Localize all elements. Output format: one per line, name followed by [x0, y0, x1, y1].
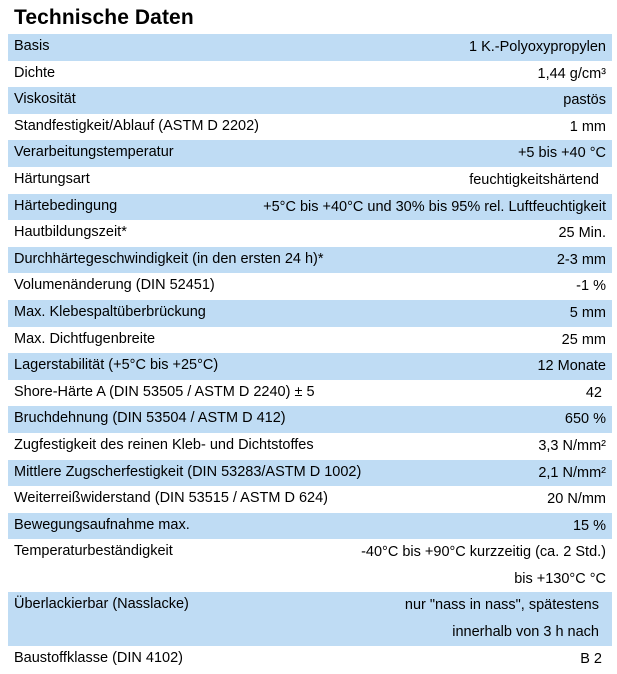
- row-label: Lagerstabilität (+5°C bis +25°C): [14, 357, 219, 374]
- row-value: 1,44 g/cm³: [537, 65, 606, 82]
- table-row-lagerstabilitaet: [8, 353, 612, 380]
- row-label: Zugfestigkeit des reinen Kleb- und Dichtstoffes: [14, 436, 314, 453]
- table-row-durchhaertegeschwindigkeit: [8, 247, 612, 274]
- row-label: Bewegungsaufnahme max.: [14, 516, 190, 533]
- row-value: 1 K.-Polyoxypropylen: [468, 39, 606, 55]
- row-value: 3,3 N/mm²: [538, 437, 606, 454]
- row-value: 20 N/mm: [547, 491, 606, 508]
- row-value-line-2: innerhalb von 3 h nach: [452, 624, 599, 641]
- row-label: Volumenänderung (DIN 52451): [14, 277, 215, 294]
- technical-data-table: [8, 34, 612, 672]
- row-value: 1 mm: [569, 118, 606, 135]
- row-value: [361, 539, 606, 592]
- row-label: Durchhärtegeschwindigkeit (in den ersten 24 h)*: [14, 250, 324, 267]
- row-label: Härtungsart: [14, 170, 90, 187]
- row-value: [405, 592, 599, 645]
- row-label: Basis: [14, 38, 50, 54]
- row-label: Standfestigkeit/Ablauf (ASTM D 2202): [14, 117, 260, 134]
- table-row-haertungsart: [8, 167, 612, 194]
- table-row-verarbeitungstemperatur: [8, 140, 612, 167]
- row-label: Temperaturbeständigkeit: [14, 543, 173, 560]
- row-value: 15 %: [572, 517, 606, 534]
- row-value: 2-3 mm: [556, 251, 606, 268]
- row-label: Überlackierbar (Nasslacke): [14, 596, 189, 613]
- row-value: 2,1 N/mm²: [538, 464, 606, 481]
- row-value: 650 %: [564, 411, 606, 428]
- row-value-line-2: bis +130°C °C: [514, 570, 606, 587]
- row-label: Baustoffklasse (DIN 4102): [14, 649, 183, 666]
- row-label: Verarbeitungstemperatur: [14, 144, 174, 161]
- table-row-volumenaenderung: [8, 273, 612, 300]
- row-label: Weiterreißwiderstand (DIN 53515 / ASTM D 624): [14, 490, 329, 507]
- row-value: pastös: [563, 92, 606, 109]
- row-label: Dichte: [14, 64, 56, 81]
- table-row-haertebedingung: [8, 194, 612, 221]
- table-row-ueberlackierbar: [8, 592, 612, 645]
- table-row-bruchdehnung: [8, 406, 612, 433]
- table-row-viskositaet: [8, 87, 612, 114]
- row-label: Shore-Härte A (DIN 53505 / ASTM D 2240) ± 5: [14, 383, 315, 400]
- table-row-bewegungsaufnahme: [8, 513, 612, 540]
- table-row-baustoffklasse: [8, 646, 612, 673]
- row-value-line-1: nur "nass in nass", spätestens: [404, 597, 599, 614]
- table-row-dichtfugenbreite: [8, 327, 612, 354]
- row-value: feuchtigkeitshärtend: [469, 171, 599, 188]
- row-value: 25 Min.: [558, 225, 606, 242]
- row-value: 25 mm: [561, 331, 606, 348]
- row-value: +5 bis +40 °C: [517, 145, 606, 162]
- row-value: B 2: [580, 650, 602, 667]
- table-row-basis: [8, 34, 612, 61]
- row-value-line-1: -40°C bis +90°C kurzzeitig (ca. 2 Std.): [361, 544, 606, 561]
- row-label: Mittlere Zugscherfestigkeit (DIN 53283/ASTM D 1002): [14, 463, 362, 480]
- row-label: Max. Klebespaltüberbrückung: [14, 303, 206, 320]
- table-row-zugfestigkeit: [8, 433, 612, 460]
- table-row-standfestigkeit: [8, 114, 612, 141]
- row-label: Max. Dichtfugenbreite: [14, 330, 156, 347]
- row-label: Bruchdehnung (DIN 53504 / ASTM D 412): [14, 410, 286, 427]
- row-value: +5°C bis +40°C und 30% bis 95% rel. Luftfeuchtigkeit: [263, 198, 606, 215]
- table-row-weiterreisswiderstand: [8, 486, 612, 513]
- row-value: 42: [585, 384, 602, 401]
- section-title: Technische Daten: [14, 6, 194, 29]
- row-label: Viskosität: [14, 91, 76, 108]
- table-row-dichte: [8, 61, 612, 88]
- table-row-hautbildungszeit: [8, 220, 612, 247]
- row-value: 12 Monate: [537, 358, 606, 375]
- table-row-temperaturbestaendigkeit: [8, 539, 612, 592]
- row-value: -1 %: [576, 278, 606, 295]
- table-row-zugscherfestigkeit: [8, 460, 612, 487]
- table-row-shore-haerte: [8, 380, 612, 407]
- table-row-klebespaltueberbrueckung: [8, 300, 612, 327]
- row-value: 5 mm: [569, 304, 606, 321]
- row-label: Hautbildungszeit*: [14, 224, 127, 241]
- row-label: Härtebedingung: [14, 197, 118, 214]
